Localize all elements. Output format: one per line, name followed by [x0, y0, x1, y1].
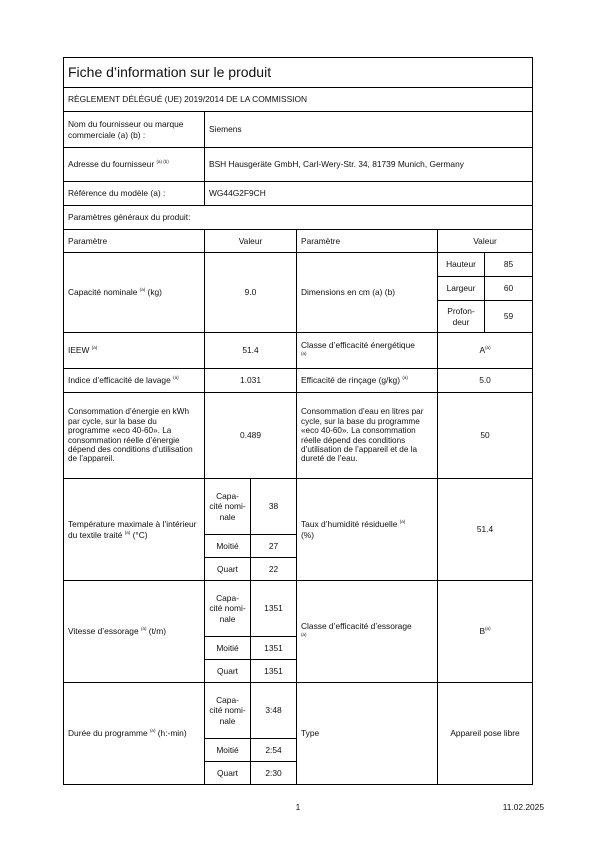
supplier-address-value: BSH Hausgeräte GmbH, Carl-Wery-Str. 34, 81739 Munich, Germany — [205, 148, 533, 182]
column-header-parameter: Paramètre — [64, 230, 205, 253]
temperature-quarter-label: Quart — [205, 558, 251, 581]
spin-class-label: Classe d’efficacité d’essorage $^{(a)}$ — [297, 581, 438, 683]
depth-value: 59 — [485, 301, 533, 333]
duration-quarter-value: 2:30 — [251, 762, 297, 785]
sheet-title: Fiche d’information sur le produit — [64, 58, 533, 88]
product-information-sheet — [63, 57, 533, 785]
width-label: Largeur — [438, 277, 485, 301]
depth-label: Profon- deur — [438, 301, 485, 333]
general-parameters-heading: Paramètres généraux du produit: — [64, 206, 533, 230]
water-consumption-label: Consommation d’eau en litres par cycle, sur la base du programme «eco 40-60». La consommation réelle dépend des conditions d’utilisation de l’appareil et de la dureté de l’eau. — [297, 393, 438, 479]
temperature-half-value: 27 — [251, 535, 297, 558]
spin-class-value: $B^{(a)}$ — [438, 581, 533, 683]
ieew-value: 51.4 — [205, 333, 297, 369]
temperature-full-value: 38 — [251, 479, 297, 535]
duration-half-value: 2:54 — [251, 739, 297, 762]
dimensions-label: Dimensions en cm (a) (b) — [297, 253, 438, 333]
supplier-name-label: Nom du fournisseur ou marque commerciale (a) (b) : — [64, 112, 205, 148]
page-number: 1 — [295, 802, 301, 812]
column-header-value: Valeur — [205, 230, 297, 253]
width-value: 60 — [485, 277, 533, 301]
type-label: Type — [297, 683, 438, 785]
spin-half-label: Moitié — [205, 637, 251, 660]
document-date: 11.02.2025 — [502, 802, 544, 812]
humidity-value: 51.4 — [438, 479, 533, 581]
capacity-value: 9.0 — [205, 253, 297, 333]
model-value: WG44G2F9CH — [205, 182, 533, 206]
column-header-value-2: Valeur — [438, 230, 533, 253]
column-header-parameter-2: Paramètre — [297, 230, 438, 253]
type-value: Appareil pose libre — [438, 683, 533, 785]
water-consumption-value: 50 — [438, 393, 533, 479]
spin-full-value: 1351 — [251, 581, 297, 637]
model-label: Référence du modèle (a) : — [64, 182, 205, 206]
energy-consumption-label: Consommation d’énergie en kWh par cycle, sur la base du programme «eco 40-60». La consommation réelle d’énergie dépend des conditions d’utilisation de l’appareil. — [64, 393, 205, 479]
wash-index-value: 1.031 — [205, 369, 297, 393]
temperature-label: Température maximale à l’intérieur du textile traité $^{(a)}$ (°C) — [64, 479, 205, 581]
height-value: 85 — [485, 253, 533, 277]
supplier-name-value: Siemens — [205, 112, 533, 148]
energy-consumption-value: 0.489 — [205, 393, 297, 479]
duration-label: Durée du programme $^{(a)}$ (h:-min) — [64, 683, 205, 785]
energy-class-value: $A^{(a)}$ — [438, 333, 533, 369]
wash-index-label: Indice d’efficacité de lavage $^{(a)}$ — [64, 369, 205, 393]
humidity-label: Taux d’humidité résiduelle $^{(a)}$ (%) — [297, 479, 438, 581]
temperature-quarter-value: 22 — [251, 558, 297, 581]
spin-quarter-label: Quart — [205, 660, 251, 683]
spin-quarter-value: 1351 — [251, 660, 297, 683]
rinse-value: 5.0 — [438, 369, 533, 393]
energy-class-label: Classe d’efficacité énergétique $^{(a)}$ — [297, 333, 438, 369]
spin-half-value: 1351 — [251, 637, 297, 660]
temperature-full-label: Capa- cité nomi- nale — [205, 479, 251, 535]
regulation-line: RÈGLEMENT DÉLÉGUÉ (UE) 2019/2014 DE LA COMMISSION — [64, 88, 533, 112]
capacity-label: Capacité nominale $^{(a)}$ (kg) — [64, 253, 205, 333]
supplier-address-label: Adresse du fournisseur $^{(a) (b)}$ — [64, 148, 205, 182]
height-label: Hauteur — [438, 253, 485, 277]
ieew-label: IEEW $^{(a)}$ — [64, 333, 205, 369]
spin-full-label: Capa- cité nomi- nale — [205, 581, 251, 637]
temperature-half-label: Moitié — [205, 535, 251, 558]
duration-full-label: Capa- cité nomi- nale — [205, 683, 251, 739]
duration-half-label: Moitié — [205, 739, 251, 762]
duration-quarter-label: Quart — [205, 762, 251, 785]
duration-full-value: 3:48 — [251, 683, 297, 739]
spin-speed-label: Vitesse d’essorage $^{(a)}$ (t/m) — [64, 581, 205, 683]
rinse-label: Efficacité de rinçage (g/kg) $^{(a)}$ — [297, 369, 438, 393]
